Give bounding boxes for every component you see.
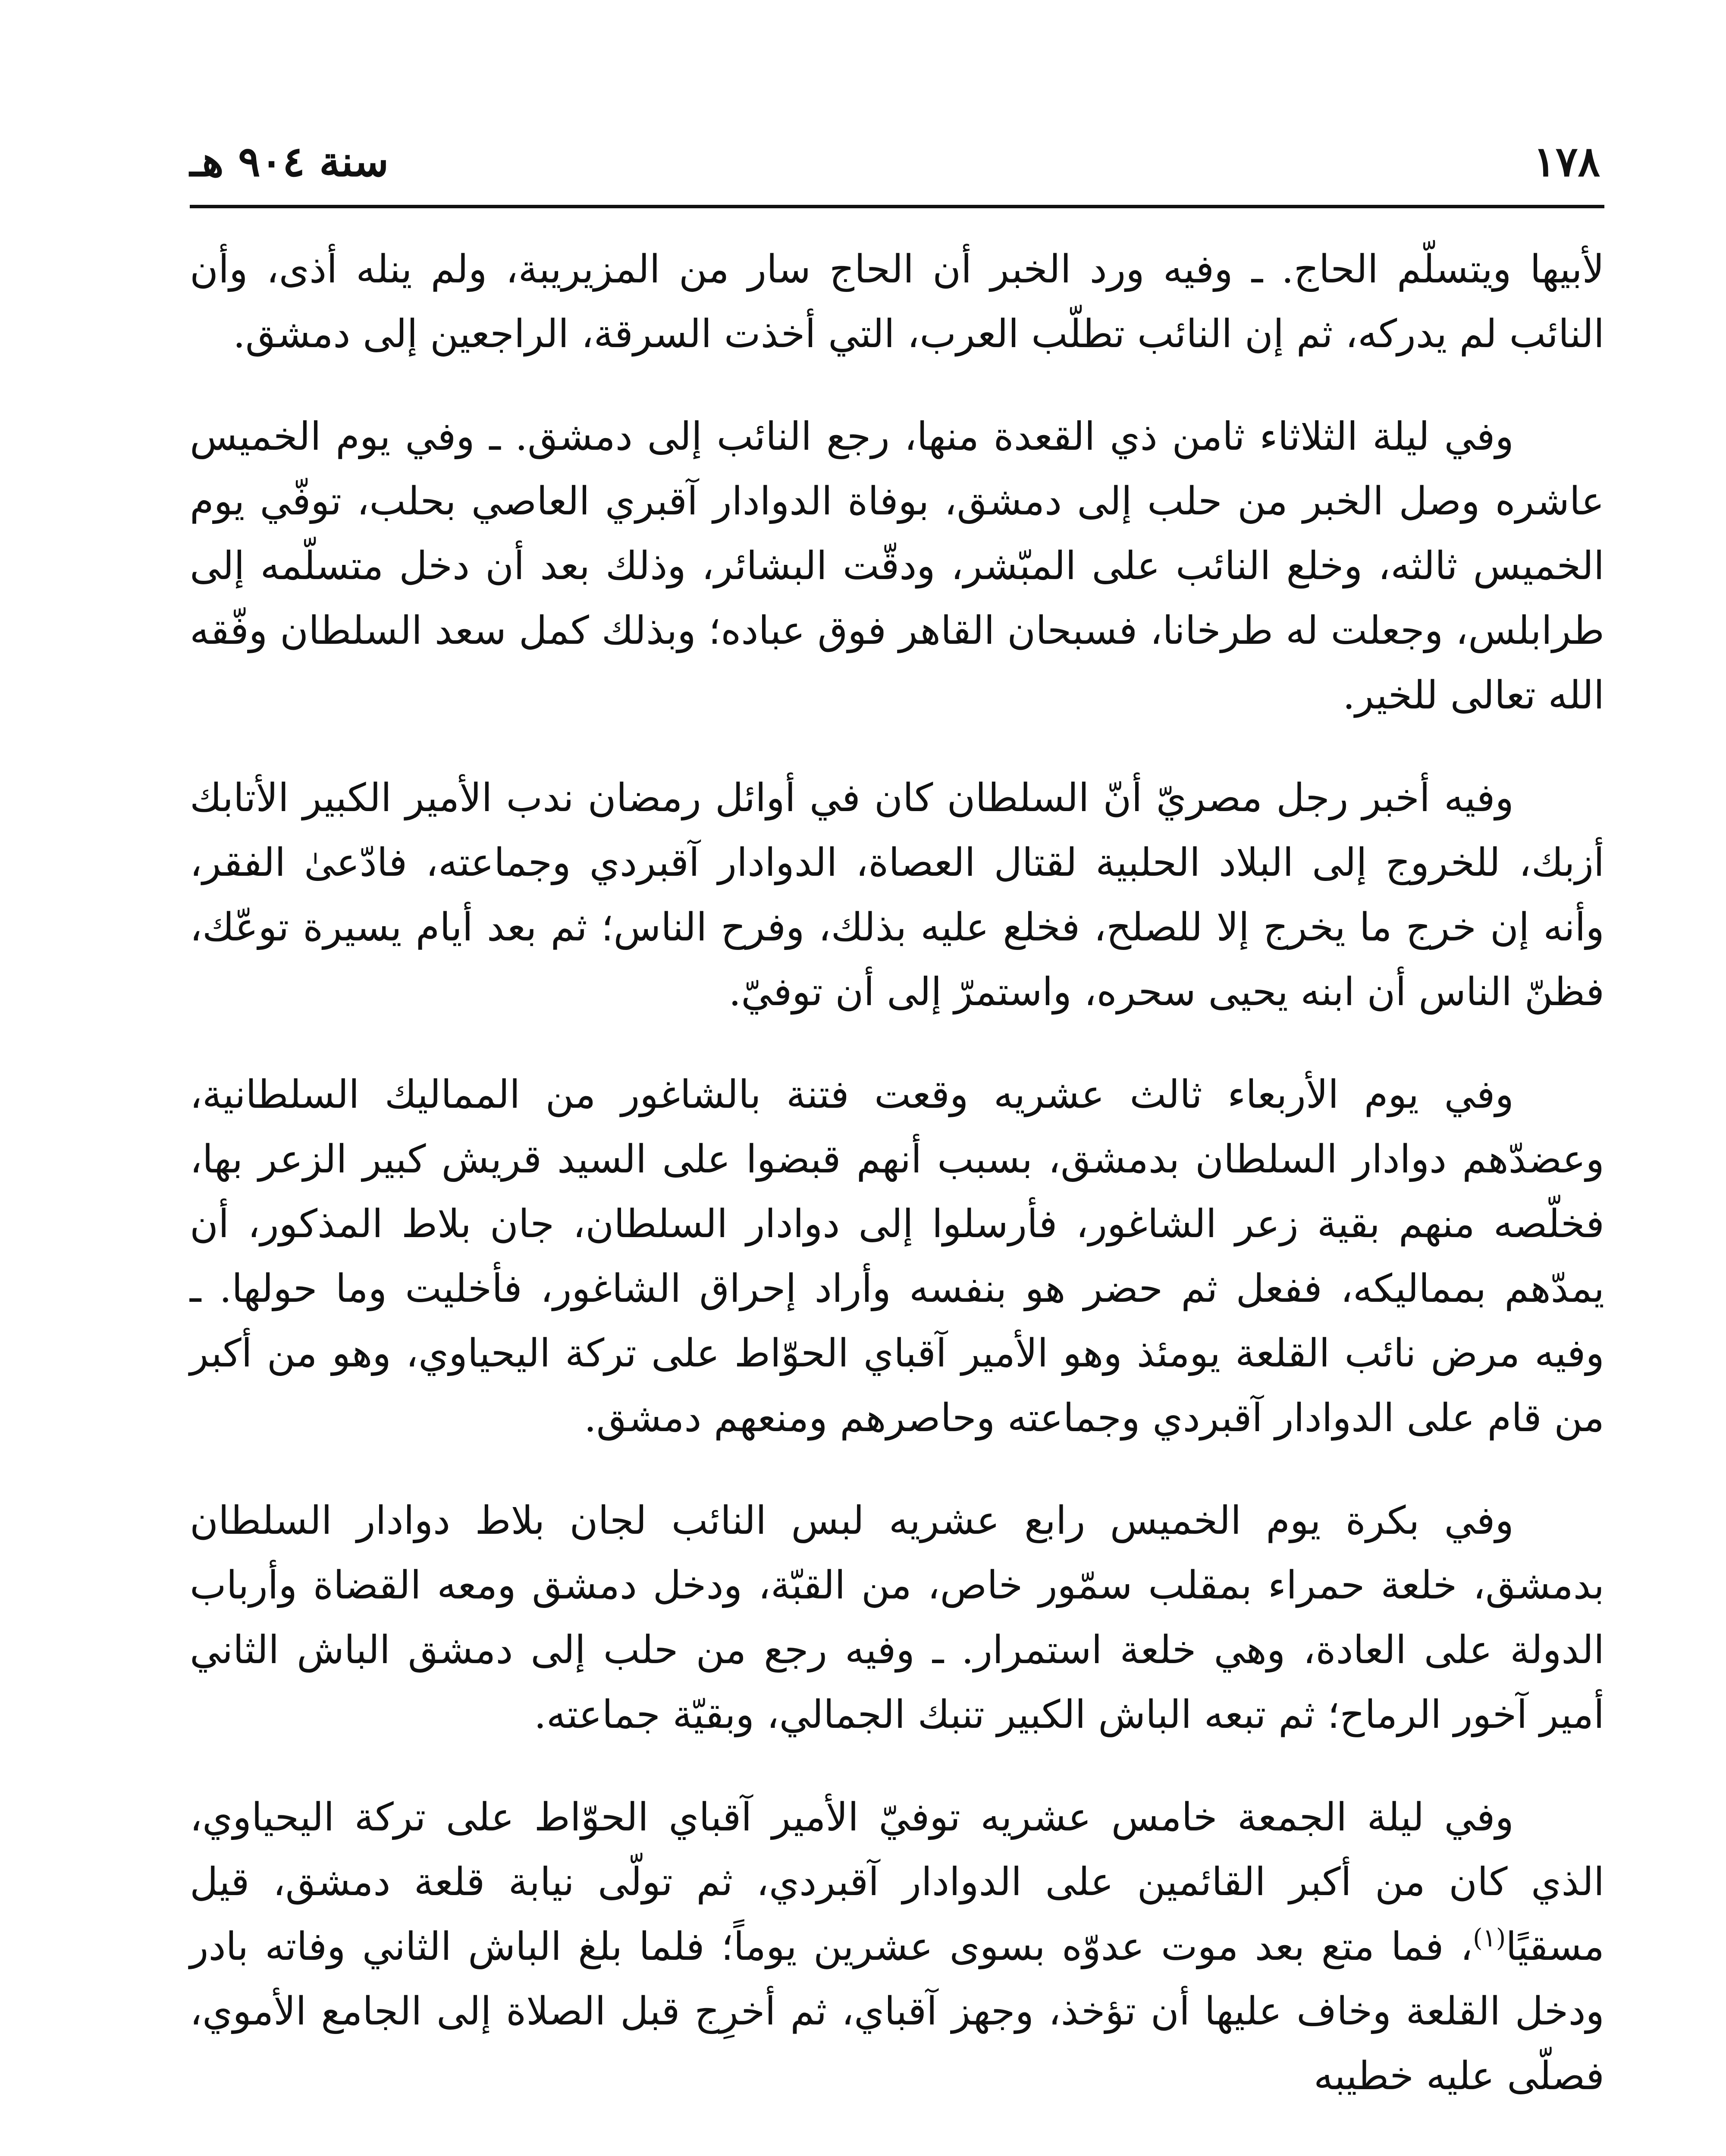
- paragraph-1: لأبيها ويتسلّم الحاج. ـ وفيه ورد الخبر أن الحاج سار من المزيريبة، ولم ينله أذى، وأن النائب لم يدركه، ثم إن النائب تطلّب العرب، التي أخذت السرقة، الراجعين إلى دمشق.: [190, 247, 1604, 357]
- paragraph-3: وفيه أخبر رجل مصريّ أنّ السلطان كان في أوائل رمضان ندب الأمير الكبير الأتابك أزبك، للخروج إلى البلاد الحلبية لقتال العصاة، الدوادار آقبردي وجماعته، فادّعىٰ الفقر، وأنه إن خرج ما يخرج إلا للصلح، فخلع عليه بذلك، وفرح الناس؛ ثم بعد أيام يسيرة توعّك، فظنّ الناس أن ابنه يحيى سحره، واستمرّ إلى أن توفيّ.: [190, 775, 1604, 1015]
- paragraph-6: [190, 1785, 1604, 2109]
- footnote-reference: (١): [1472, 1923, 1506, 1952]
- paragraph-6-text-a: وفي ليلة الجمعة خامس عشريه توفيّ الأمير آقباي الحوّاط على تركة اليحياوي، الذي كان من أكبر القائمين على الدوادار آقبردي، ثم تولّى نيابة قلعة دمشق، قيل مسقيًا: [190, 1795, 1604, 1969]
- book-page: [190, 112, 1604, 2156]
- paragraph-2: وفي ليلة الثلاثاء ثامن ذي القعدة منها، رجع النائب إلى دمشق. ـ وفي يوم الخميس عاشره وصل الخبر من حلب إلى دمشق، بوفاة الدوادار آقبري العاصي بحلب، توفّي يوم الخميس ثالثه، وخلع النائب على المبّشر، ودقّت البشائر، وذلك بعد أن دخل متسلّمه إلى طرابلس، وجعلت له طرخانا، فسبحان القاهر فوق عباده؛ وبذلك كمل سعد السلطان وفّقه الله تعالى للخير.: [190, 414, 1604, 718]
- header-rule: [190, 205, 1604, 208]
- body-text: [190, 237, 1604, 2147]
- paragraph-6-text-b: ، فما متع بعد موت عدوّه بسوى عشرين يوماً؛ فلما بلغ الباش الثاني وفاته بادر ودخل القلعة وخاف عليها أن تؤخذ، وجهز آقباي، ثم أخرِج قبل الصلاة إلى الجامع الأموي، فصلّى عليه خطيبه: [190, 1924, 1604, 2099]
- page-number: ١٧٨: [1533, 137, 1600, 186]
- page-header: [190, 129, 1604, 194]
- paragraph-4: وفي يوم الأربعاء ثالث عشريه وقعت فتنة بالشاغور من المماليك السلطانية، وعضدّهم دوادار السلطان بدمشق، بسبب أنهم قبضوا على السيد قريش كبير الزعر بها، فخلّصه منهم بقية زعر الشاغور، فأرسلوا إلى دوادار السلطان، جان بلاط المذكور، أن يمدّهم بمماليكه، ففعل ثم حضر هو بنفسه وأراد إحراق الشاغور، فأخليت وما حولها. ـ وفيه مرض نائب القلعة يومئذ وهو الأمير آقباي الحوّاط على تركة اليحياوي، وهو من أكبر من قام على الدوادار آقبردي وجماعته وحاصرهم ومنعهم دمشق.: [190, 1072, 1604, 1441]
- paragraph-5: وفي بكرة يوم الخميس رابع عشريه لبس النائب لجان بلاط دوادار السلطان بدمشق، خلعة حمراء بمقلب سمّور خاص، من القبّة، ودخل دمشق ومعه القضاة وأرباب الدولة على العادة، وهي خلعة استمرار. ـ وفيه رجع من حلب إلى دمشق الباش الثاني أمير آخور الرماح؛ ثم تبعه الباش الكبير تنبك الجمالي، وبقيّة جماعته.: [190, 1498, 1604, 1737]
- running-head: سنة ٩٠٤ هـ: [190, 137, 389, 186]
